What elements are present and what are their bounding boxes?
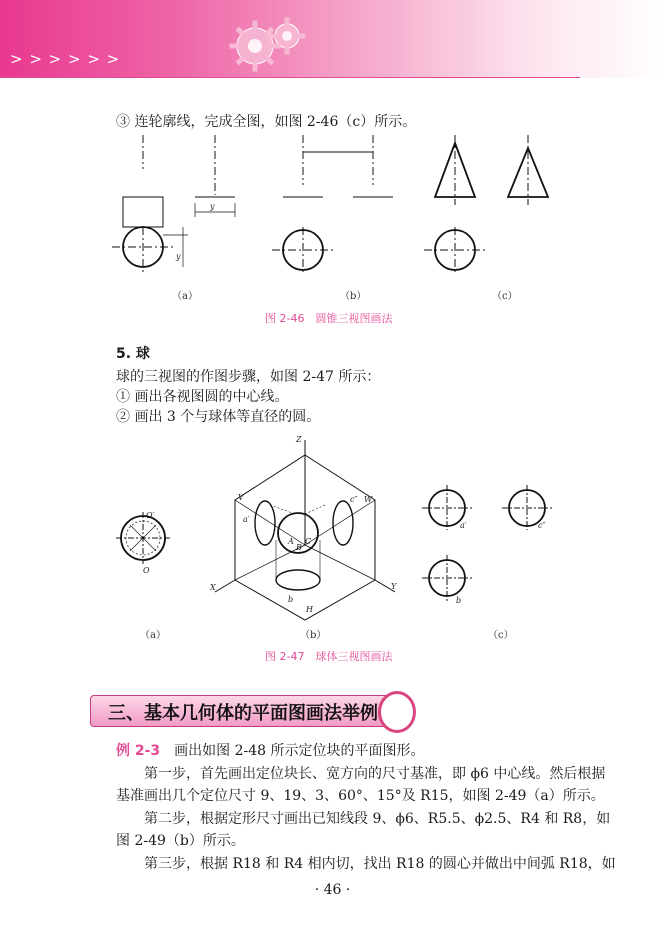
fig247-a-drawing [116, 512, 170, 564]
fig247-label-c: （c） [488, 630, 514, 641]
fig247-point-b: b [288, 595, 294, 604]
fig247-plane-W: W [364, 495, 373, 504]
fig246-caption: 图 2-46 圆锥三视图画法 [265, 312, 393, 325]
gears-decoration-icon [225, 14, 315, 74]
page-number: · 46 · [314, 882, 351, 898]
example-label: 例 2-3 [116, 743, 161, 759]
fig247-caption: 图 2-47 球体三视图画法 [265, 650, 393, 663]
fig246-c-drawing [424, 135, 548, 275]
fig246-label-c: （c） [492, 291, 518, 302]
fig247-axis-X: X [210, 583, 216, 592]
fig247-plane-H: H [306, 605, 313, 614]
figure-2-47 [110, 430, 546, 620]
sphere-step2: ② 画出 3 个与球体等直径的圆。 [116, 409, 321, 425]
fig246-dim-y-horizontal: y [210, 202, 215, 211]
fig247-point-O: O [143, 566, 150, 575]
fig247-axis-Z: Z [296, 435, 302, 444]
section-title: 三、基本几何体的平面图画法举例 [108, 703, 378, 724]
fig247-point-B: B [296, 543, 302, 552]
paragraph-1-line-1: 第一步，首先画出定位块长、宽方向的尺寸基准，即 ϕ6 中心线。然后根据 [144, 766, 606, 782]
figure-2-46 [110, 135, 530, 305]
fig247-b-drawing [215, 440, 395, 620]
fig247-c-drawing [422, 485, 552, 602]
fig247-label-b: （b） [300, 630, 327, 641]
fig247-point-a-prime: a′ [243, 515, 250, 524]
paragraph-2-line-2: 图 2-49（b）所示。 [116, 833, 245, 849]
fig247-point-O-prime: O′ [146, 511, 155, 520]
paragraph-2-line-1: 第二步，根据定形尺寸画出已知线段 9、ϕ6、R5.5、ϕ2.5、R4 和 R8，如 [144, 811, 611, 827]
fig247-point-A: A [288, 537, 294, 546]
fig247-c-point-b: b [456, 596, 462, 605]
section-banner [90, 691, 410, 731]
fig247-plane-V: V [238, 493, 244, 502]
fig247-point-c-double: c″ [350, 495, 358, 504]
fig247-axis-Y: Y [391, 582, 397, 591]
paragraph-1-line-2: 基准画出几个定位尺寸 9、19、3、60°、15°及 R15，如图 2-49（a）所示。 [116, 788, 605, 804]
section-banner-ring [378, 691, 416, 733]
fig247-label-a: （a） [140, 630, 166, 641]
fig246-label-a: （a） [172, 291, 198, 302]
fig247-point-C: C [305, 537, 312, 546]
fig247-c-point-c-double: c″ [538, 521, 546, 530]
header-chevrons: > > > > > > [10, 50, 121, 68]
fig246-label-b: （b） [340, 291, 367, 302]
fig246-dim-y-vertical: y [176, 252, 181, 261]
step3-text: ③ 连轮廓线，完成全图，如图 2-46（c）所示。 [116, 114, 417, 130]
sphere-step1: ① 画出各视图圆的中心线。 [116, 389, 289, 405]
example-text: 画出如图 2-48 所示定位块的平面图形。 [160, 743, 425, 759]
fig247-c-point-a-prime: a′ [460, 521, 467, 530]
sphere-intro: 球的三视图的作图步骤，如图 2-47 所示： [116, 369, 381, 385]
sphere-heading: 5. 球 [116, 346, 150, 362]
fig246-b-drawing [272, 135, 393, 275]
paragraph-3-line-1: 第三步，根据 R18 和 R4 相内切，找出 R18 的圆心并做出中间弧 R18，如 [144, 856, 616, 872]
fig246-a-drawing [112, 135, 235, 275]
example-line [116, 741, 425, 761]
header-rule [0, 77, 580, 78]
